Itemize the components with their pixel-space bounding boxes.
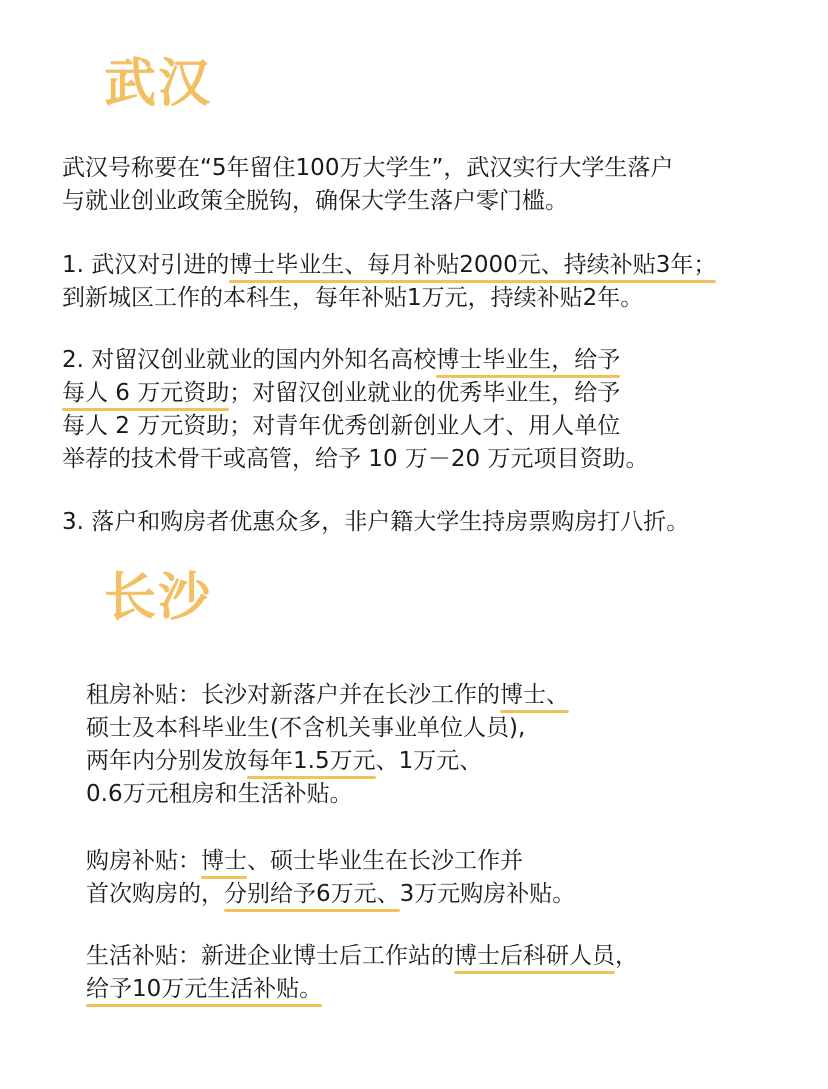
text-segment: ；对留汉创业就业的优秀毕业生，给予 <box>229 380 621 406</box>
text-segment: 两年内分别发放 <box>86 748 247 774</box>
changsha-heading: 长沙 <box>104 568 213 628</box>
wuhan-point-2-line-3: 每人 2 万元资助；对青年优秀创新创业人才、用人单位 <box>62 413 621 439</box>
text-segment: 生活补贴：新进企业博士后工作站的 <box>86 943 454 969</box>
changsha-rent-line-1 <box>86 680 569 710</box>
changsha-life-line-1 <box>86 941 638 971</box>
highlighted-text: 博士后科研人员 <box>454 943 615 969</box>
changsha-house-line-1 <box>86 846 523 876</box>
text-segment: 购房补贴： <box>86 848 201 874</box>
highlighted-text: 每年1.5万元 <box>247 748 376 774</box>
highlighted-text: 分别给予6万元、 <box>224 881 400 907</box>
wuhan-intro-line-1: 武汉号称要在“5年留住100万大学生”，武汉实行大学生落户 <box>62 155 674 181</box>
highlighted-text: 给予10万元生活补贴。 <box>86 976 323 1002</box>
highlighted-text: 每人 6 万元资助 <box>62 380 230 406</box>
wuhan-point-1-line-2: 到新城区工作的本科生，每年补贴1万元，持续补贴2年。 <box>62 285 644 311</box>
changsha-house-line-2 <box>86 879 575 909</box>
changsha-rent-line-2: 硕士及本科毕业生(不含机关事业单位人员), <box>86 715 526 741</box>
highlighted-text: 博士、 <box>500 682 569 708</box>
text-segment: 1. 武汉对引进的 <box>62 252 230 278</box>
highlighted-text: 博士 <box>201 848 247 874</box>
changsha-rent-line-3 <box>86 746 482 776</box>
text-segment: 、1万元、 <box>375 748 483 774</box>
wuhan-point-3: 3. 落户和购房者优惠众多，非户籍大学生持房票购房打八折。 <box>62 509 690 535</box>
text-segment: 租房补贴：长沙对新落户并在长沙工作的 <box>86 682 500 708</box>
wuhan-point-1-line-1 <box>62 250 716 280</box>
text-segment: ， <box>615 943 638 969</box>
text-segment: 、硕士毕业生在长沙工作并 <box>247 848 523 874</box>
wuhan-intro-line-2: 与就业创业政策全脱钩，确保大学生落户零门槛。 <box>62 188 568 214</box>
text-segment: 2. 对留汉创业就业的国内外知名高校 <box>62 347 437 373</box>
changsha-life-line-2 <box>86 974 322 1004</box>
text-segment: 3万元购房补贴。 <box>399 881 576 907</box>
highlighted-text: 博士毕业生，给予 <box>436 347 621 373</box>
wuhan-point-2-line-2 <box>62 378 620 408</box>
text-segment: 首次购房的， <box>86 881 224 907</box>
highlighted-text: 博士毕业生、每月补贴2000元、持续补贴3年； <box>229 252 717 278</box>
changsha-rent-line-4: 0.6万元租房和生活补贴。 <box>86 781 353 807</box>
wuhan-heading: 武汉 <box>104 54 213 114</box>
wuhan-point-2-line-1 <box>62 345 620 375</box>
wuhan-point-2-line-4: 举荐的技术骨干或高管，给予 10 万－20 万元项目资助。 <box>62 446 649 472</box>
